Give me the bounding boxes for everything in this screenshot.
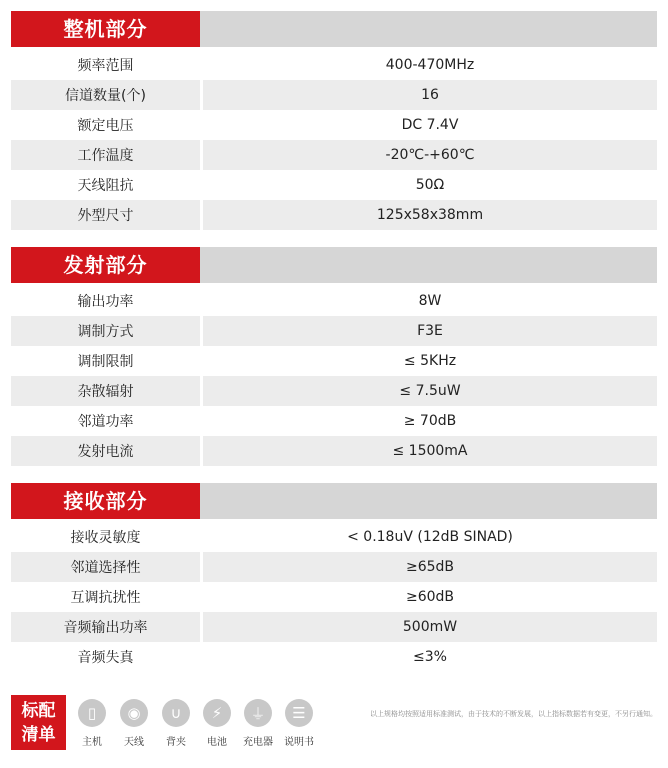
spec-label: 天线阻抗 [77, 178, 134, 194]
disclaimer-note: 以上规格均按照适用标准测试，由于技术的不断发展，以上指标数据若有变更，不另行通知。 [370, 710, 657, 718]
section-whole-unit [11, 11, 657, 230]
spec-label: 信道数量(个) [65, 88, 146, 104]
section-header [11, 247, 657, 283]
manual-icon: ☰ [285, 699, 313, 727]
spec-row [11, 140, 657, 170]
spec-label: 发射电流 [77, 444, 134, 460]
section-title: 发射部分 [11, 247, 200, 283]
spec-value: 50Ω [415, 177, 445, 193]
package-tag-line1: 标配 [21, 701, 56, 721]
section-title: 整机部分 [11, 11, 200, 47]
spec-label: 调制方式 [77, 324, 134, 340]
section-header [11, 483, 657, 519]
accessory-item [114, 699, 154, 748]
spec-value: ≤ 1500mA [392, 443, 468, 459]
spec-row [11, 436, 657, 466]
spec-row [11, 582, 657, 612]
spec-value: 500mW [402, 619, 458, 635]
spec-value: ≤ 5KHz [403, 353, 457, 369]
section-header [11, 11, 657, 47]
spec-row [11, 406, 657, 436]
accessory-label: 背夹 [166, 737, 186, 748]
spec-row [11, 642, 657, 672]
spec-row [11, 522, 657, 552]
spec-label: 工作温度 [77, 148, 134, 164]
spec-row [11, 612, 657, 642]
spec-row [11, 110, 657, 140]
accessory-label: 充电器 [243, 737, 273, 748]
spec-label: 音频失真 [77, 650, 134, 666]
spec-row [11, 200, 657, 230]
spec-label: 外型尺寸 [77, 208, 134, 224]
spec-row [11, 80, 657, 110]
spec-label: 邻道功率 [77, 414, 134, 430]
spec-value: -20℃-+60℃ [385, 147, 475, 163]
spec-label: 额定电压 [77, 118, 134, 134]
spec-value: ≥ 70dB [403, 413, 457, 429]
accessory-label: 天线 [124, 737, 144, 748]
spec-value: 16 [421, 87, 439, 103]
spec-row [11, 286, 657, 316]
spec-value: 400-470MHz [385, 57, 475, 73]
spec-row [11, 552, 657, 582]
accessory-item [238, 699, 278, 748]
spec-row [11, 376, 657, 406]
radio-icon: ▯ [78, 699, 106, 727]
package-tag [11, 695, 66, 750]
spec-value: 8W [418, 293, 442, 309]
spec-label: 互调抗扰性 [70, 590, 141, 606]
spec-value: 125x58x38mm [376, 207, 484, 223]
accessory-label: 主机 [82, 737, 102, 748]
spec-value: ≥60dB [405, 589, 455, 605]
spec-value: ≥65dB [405, 559, 455, 575]
spec-label: 接收灵敏度 [70, 530, 141, 546]
spec-label: 杂散辐射 [77, 384, 134, 400]
antenna-icon: ◉ [120, 699, 148, 727]
spec-value: ≤ 7.5uW [399, 383, 461, 399]
spec-label: 音频输出功率 [63, 620, 148, 636]
spec-row [11, 50, 657, 80]
spec-value: F3E [417, 323, 443, 339]
spec-value: < 0.18uV (12dB SINAD) [347, 529, 513, 545]
accessory-item [279, 699, 319, 748]
spec-row [11, 170, 657, 200]
battery-icon: ⚡ [203, 699, 231, 727]
spec-label: 调制限制 [77, 354, 134, 370]
spec-label: 频率范围 [77, 58, 134, 74]
charger-icon: ⏚ [244, 699, 272, 727]
accessory-label: 电池 [207, 737, 227, 748]
accessory-label: 说明书 [284, 737, 314, 748]
accessory-item [72, 699, 112, 748]
clip-icon: ∪ [162, 699, 190, 727]
package-tag-line2: 清单 [21, 725, 56, 745]
spec-row [11, 316, 657, 346]
standard-package-list [11, 695, 657, 755]
accessory-item [197, 699, 237, 748]
accessory-item [156, 699, 196, 748]
spec-value: ≤3% [413, 649, 447, 665]
spec-label: 输出功率 [77, 294, 134, 310]
section-receive [11, 483, 657, 672]
spec-row [11, 346, 657, 376]
spec-value: DC 7.4V [401, 117, 459, 133]
section-title: 接收部分 [11, 483, 200, 519]
spec-label: 邻道选择性 [70, 560, 141, 576]
section-transmit [11, 247, 657, 466]
